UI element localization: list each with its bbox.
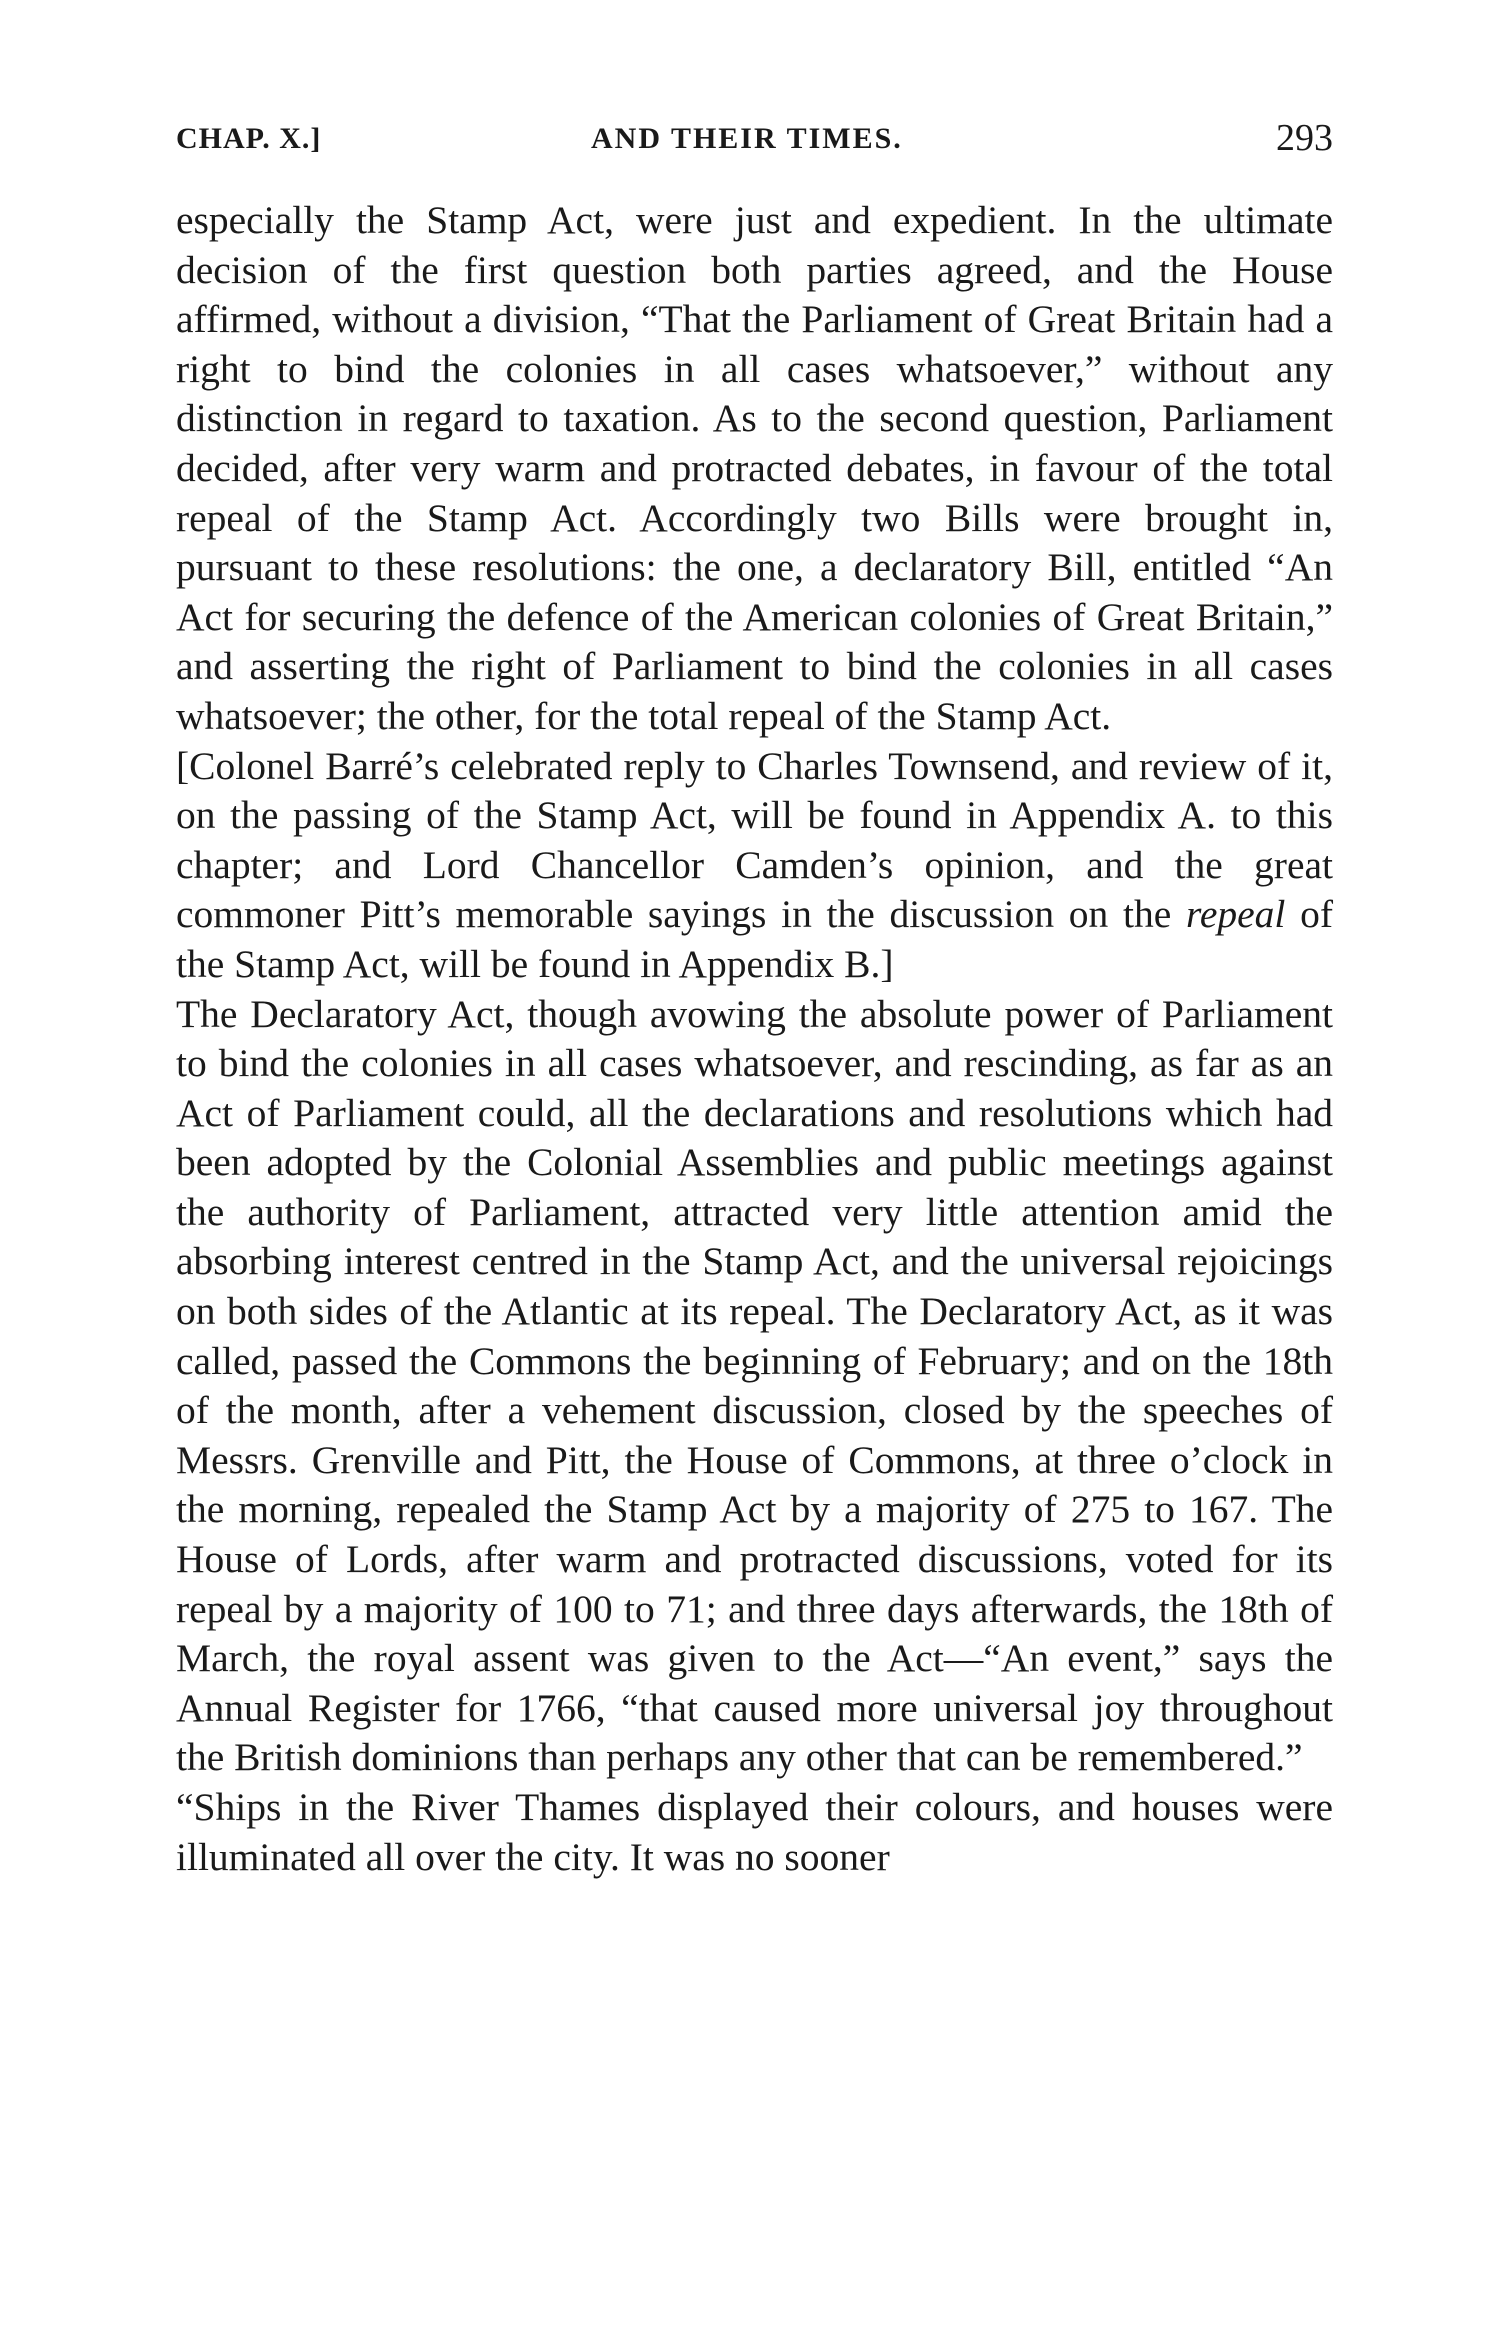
page-number: 293 — [1276, 117, 1333, 159]
paragraph-ships-thames: “Ships in the River Thames displayed their colours, and houses were illuminated all over the city. It was no sooner — [176, 1785, 1333, 1879]
chapter-reference: CHAP. X.] — [176, 122, 322, 155]
appendix-note-text: [Colonel Barré’s celebrated reply to Charles Townsend, and review of it, on the passing of the Stamp Act, will be found in Appendix A. to this chapter; and Lord Chancellor Camden’s opinion, and the great commoner Pitt’s memorable sayings in the discussion on the — [176, 743, 1333, 937]
running-head — [176, 116, 1333, 166]
body-text — [176, 196, 1333, 1882]
running-title: AND THEIR TIMES. — [591, 122, 903, 155]
paragraph-declaratory-act: The Declaratory Act, though avowing the absolute power of Parliament to bind the colonies in all cases whatsoever, and rescinding, as far as an Act of Parliament could, all the declarations and resolutions which had been adopted by the Colonial Assemblies and public meetings against the authority of Parliament, attracted very little attention amid the absorbing interest centred in the Stamp Act, and the universal rejoicings on both sides of the Atlantic at its repeal. The Declaratory Act, as it was called, passed the Commons the beginning of February; and on the 18th of the month, after a vehement discussion, closed by the speeches of Messrs. Grenville and Pitt, the House of Commons, at three o’clock in the morning, repealed the Stamp Act by a majority of 275 to 167. The House of Lords, after warm and protracted discussions, voted for its repeal by a majority of 100 to 71; and three days afterwards, the 18th of March, the royal assent was given to the Act—“An event,” says the Annual Register for 1766, “that caused more universal joy throughout the British dominions than perhaps any other that can be remembered.” — [176, 991, 1333, 1780]
paragraph-stamp-act-decision: especially the Stamp Act, were just and expedient. In the ultimate decision of the first question both parties agreed, and the House affirmed, without a division, “That the Parliament of Great Britain had a right to bind the colonies in all cases whatsoever,” without any distinction in regard to taxation. As to the second question, Parliament decided, after very warm and protracted debates, in favour of the total repeal of the Stamp Act. Accordingly two Bills were brought in, pursuant to these resolutions: the one, a declaratory Bill, entitled “An Act for securing the defence of the American colonies of Great Britain,” and asserting the right of Parliament to bind the colonies in all cases whatsoever; the other, for the total repeal of the Stamp Act. — [176, 198, 1333, 738]
appendix-note-text-end: of the Stamp Act, will be found in Appendix B.] — [176, 892, 1333, 986]
italic-word-repeal: repeal — [1185, 892, 1286, 937]
paragraph-appendix-note — [176, 742, 1333, 990]
